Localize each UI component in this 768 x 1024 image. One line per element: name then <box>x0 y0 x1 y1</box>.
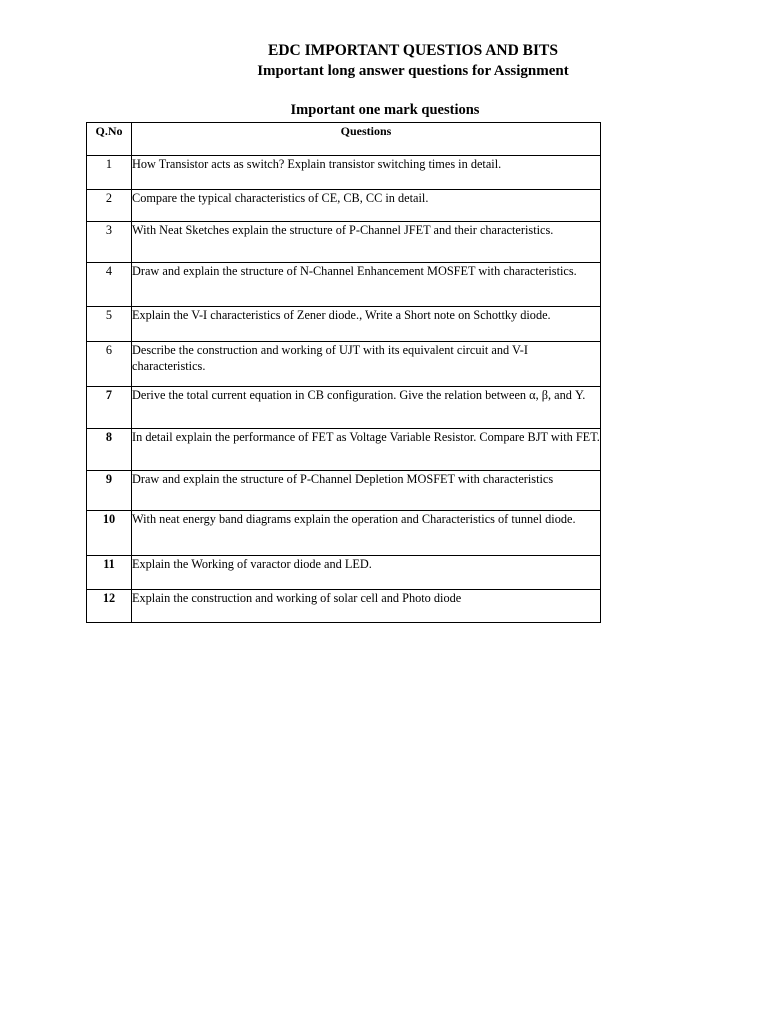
table-row <box>87 342 601 387</box>
question-text: Describe the construction and working of UJT with its equivalent circuit and V-I characteristics. <box>132 342 601 387</box>
question-number: 8 <box>87 429 132 471</box>
table-row <box>87 222 601 263</box>
question-number: 6 <box>87 342 132 387</box>
document-subtitle: Important long answer questions for Assignment <box>257 63 569 79</box>
section-heading: Important one mark questions <box>290 102 480 118</box>
table-header-row <box>87 123 601 156</box>
question-number: 3 <box>87 222 132 263</box>
question-text: Explain the Working of varactor diode and LED. <box>132 556 601 590</box>
question-text: With neat energy band diagrams explain the operation and Characteristics of tunnel diode. <box>132 511 601 556</box>
question-text: In detail explain the performance of FET as Voltage Variable Resistor. Compare BJT with FET. <box>132 429 601 471</box>
question-number: 12 <box>87 590 132 623</box>
question-number: 9 <box>87 471 132 511</box>
question-text: How Transistor acts as switch? Explain transistor switching times in detail. <box>132 156 601 190</box>
question-text: Derive the total current equation in CB configuration. Give the relation between α, β, and Υ. <box>132 387 601 429</box>
table-row <box>87 471 601 511</box>
table-row <box>87 511 601 556</box>
question-text: Compare the typical characteristics of CE, CB, CC in detail. <box>132 190 601 222</box>
header-questions: Questions <box>132 123 601 156</box>
table-row <box>87 429 601 471</box>
question-number: 5 <box>87 307 132 342</box>
question-number: 7 <box>87 387 132 429</box>
question-number: 11 <box>87 556 132 590</box>
question-text: Explain the V-I characteristics of Zener diode., Write a Short note on Schottky diode. <box>132 307 601 342</box>
table-row <box>87 556 601 590</box>
table-row <box>87 387 601 429</box>
question-text: With Neat Sketches explain the structure of P-Channel JFET and their characteristics. <box>132 222 601 263</box>
question-number: 4 <box>87 263 132 307</box>
table-row <box>87 190 601 222</box>
question-text: Draw and explain the structure of P-Channel Depletion MOSFET with characteristics <box>132 471 601 511</box>
table-row <box>87 156 601 190</box>
header-qno: Q.No <box>87 123 132 156</box>
document-title: EDC IMPORTANT QUESTIOS AND BITS <box>267 42 558 59</box>
question-text: Explain the construction and working of solar cell and Photo diode <box>132 590 601 623</box>
questions-table <box>86 122 601 623</box>
question-number: 1 <box>87 156 132 190</box>
table-row <box>87 263 601 307</box>
question-text: Draw and explain the structure of N-Channel Enhancement MOSFET with characteristics. <box>132 263 601 307</box>
table-row <box>87 590 601 623</box>
table-row <box>87 307 601 342</box>
question-number: 10 <box>87 511 132 556</box>
question-number: 2 <box>87 190 132 222</box>
